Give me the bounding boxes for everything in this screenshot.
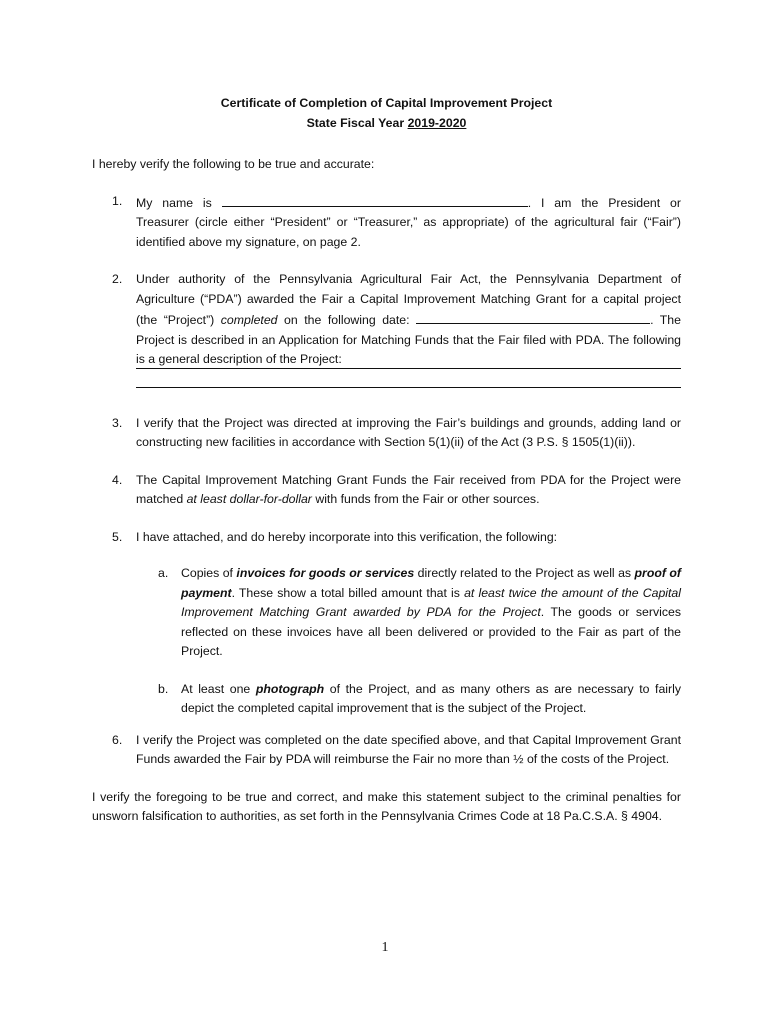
document-body	[92, 94, 681, 827]
item-4-italic: at least dollar-for-dollar	[186, 492, 312, 506]
title-text: Certificate of Completion of Capital Improvement Project	[220, 96, 553, 110]
name-blank-field[interactable]	[222, 192, 528, 207]
document-title	[92, 94, 681, 133]
item-2-text-a-end: on the following date:	[277, 313, 417, 327]
item-number: 6.	[112, 732, 123, 747]
item-number: 2.	[112, 272, 123, 286]
sub-a-text-5: . These show a total billed amount that is	[231, 585, 465, 600]
twice-amount-italic: at least twice the amount of the Capital Improvement Matching Grant awarded by PDA for the Project	[181, 585, 682, 619]
list-item-2	[92, 270, 681, 388]
item-2-text-a: Under authority of the Pennsylvania Agricultural Fair Act, the Pennsylvania Department of Agriculture (“PDA”) awarded the Fair a Capital Improvement Matching Grant for a capital project (the “Project”)	[136, 272, 681, 327]
photograph-emphasis: photograph	[255, 681, 325, 696]
sub-item-b	[136, 680, 681, 719]
sub-item-a	[136, 564, 681, 662]
item-4-text-b: with funds from the Fair or other sources.	[311, 492, 540, 506]
item-3-text: I verify that the Project was directed at improving the Fair’s buildings and grounds, adding land or constructing new facilities in accordance with Section 5(1)(ii) of the Act (3 P.S. § 1505(1)(ii)).	[136, 415, 681, 449]
item-2-text-b: . The Project is described in an Application for Matching Funds that the Fair filed with PDA. The following is a general description of the Project:	[136, 313, 681, 366]
project-description-line-1[interactable]	[136, 368, 681, 369]
completion-date-blank-field[interactable]	[416, 309, 650, 324]
intro-statement: I hereby verify the following to be true and accurate:	[92, 157, 375, 171]
sub-a-text-7: . The goods or services reflected on these invoices have all been delivered or provided to the Fair as part of the Project.	[181, 605, 681, 658]
item-number: 5.	[112, 529, 123, 544]
item-6-text: I verify the Project was completed on the date specified above, and that Capital Improvement Grant Funds awarded the Fair by PDA will reimburse the Fair no more than ½ of the costs of the Project.	[136, 732, 681, 766]
verification-list	[92, 192, 681, 770]
page-number: 1	[381, 940, 389, 955]
list-item-1	[92, 192, 681, 253]
fiscal-year-label: State Fiscal Year	[306, 115, 408, 130]
list-item-5	[92, 528, 681, 719]
item-number: 1.	[112, 193, 123, 208]
item-1-text-start: My name is	[136, 195, 222, 210]
item-number: 3.	[112, 415, 123, 430]
project-description-line-2[interactable]	[136, 387, 681, 388]
sub-a-text-1: Copies of	[181, 566, 237, 580]
attachments-list	[136, 564, 681, 719]
item-5-text: I have attached, and do hereby incorporate into this verification, the following:	[136, 529, 558, 544]
item-number: 4.	[112, 472, 123, 487]
sub-item-letter: a.	[158, 566, 169, 580]
sub-b-text-3: of the Project, and as many others as are necessary to fairly depict the completed capital improvement that is the subject of the Project.	[181, 681, 681, 715]
sub-b-text-1: At least one	[181, 681, 256, 696]
item-1-text-end: . I am the President or Treasurer (circle either “President” or “Treasurer,” as appropriate) of the agricultural fair (“Fair”) identified above my signature, on page 2.	[136, 195, 681, 249]
item-2-completed-italic: completed	[220, 313, 278, 327]
list-item-6	[92, 731, 681, 770]
fiscal-year-value: 2019-2020	[407, 115, 467, 130]
conclusion-statement: I verify the foregoing to be true and correct, and make this statement subject to the criminal penalties for unsworn falsification to authorities, as set forth in the Pennsylvania Crimes Code at 18 Pa.C.S.A. § 4904.	[92, 789, 681, 823]
sub-a-text-3: directly related to the Project as well as	[414, 566, 635, 580]
sub-item-letter: b.	[158, 681, 169, 696]
list-item-4	[92, 471, 681, 510]
list-item-3	[92, 414, 681, 453]
invoices-emphasis: invoices for goods or services	[236, 566, 415, 580]
proof-of-payment-emphasis: proof of payment	[181, 566, 681, 600]
item-4-text-a: The Capital Improvement Matching Grant Funds the Fair received from PDA for the Project were matched	[136, 472, 681, 506]
